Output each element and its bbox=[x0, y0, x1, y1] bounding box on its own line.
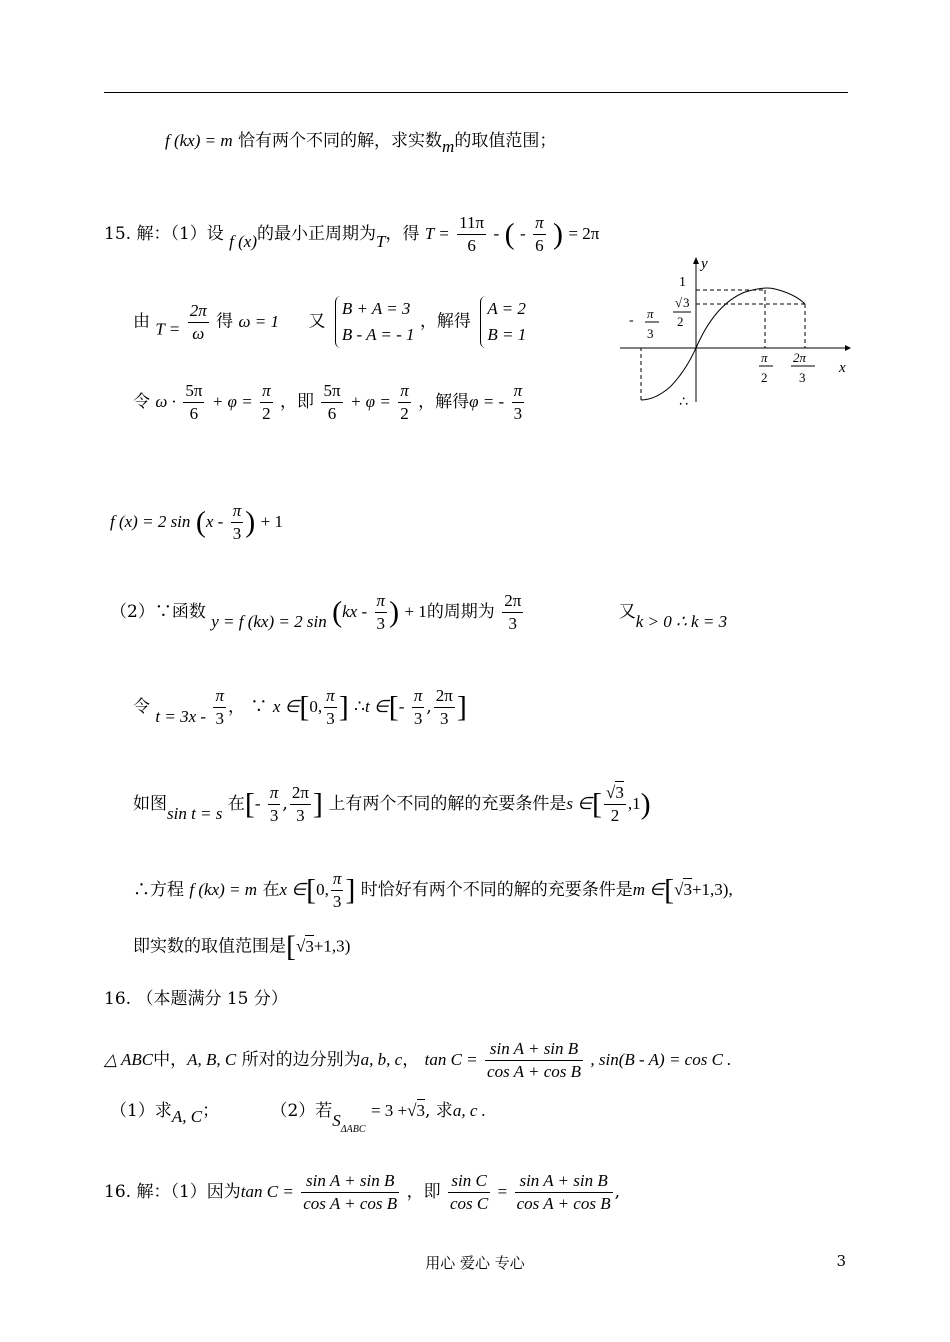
sol-frac1: $\frac{\text{sin A + sin B}}{\text{cos A + cos B}}$ bbox=[303, 1171, 398, 1213]
l-tin: t ∈ bbox=[364, 697, 389, 716]
s16-problem bbox=[104, 1038, 731, 1083]
text1: 恰有两个不同的解，求实数 bbox=[238, 131, 443, 151]
l-frac2: $\frac{\pi}{3}$ bbox=[326, 686, 335, 728]
end: , bbox=[614, 1182, 620, 1202]
q2b: , 求 bbox=[425, 1101, 453, 1121]
ji: ，即 bbox=[406, 1182, 441, 1202]
therefore-symbol: ∴ bbox=[679, 394, 688, 410]
zhong: 中， bbox=[153, 1050, 188, 1070]
s15-figure-line: 如图sin t = s 在[- $\frac{\pi}{3}$ , $\frac{2\pi}{3}$ ] 上有两个不同的解的充要条件是s ∈[ $\frac{√3}{2}$ ,1) bbox=[133, 783, 651, 825]
zai2: 在 bbox=[262, 880, 280, 900]
s15-substitution: 令 t = 3x - $\frac{\pi}{3}$ ， ∵ x ∈[0, $\frac{\pi}{3}$ ] ∴t ∈[- $\frac{\pi}{3}$ , $\frac{2\pi}{3}$ ] bbox=[133, 686, 467, 728]
fx: f (x) bbox=[229, 232, 258, 251]
q1: （1）求 bbox=[110, 1101, 172, 1121]
tick-sqrt3-den: 2 bbox=[677, 314, 684, 329]
lhs: f (kx) = m bbox=[165, 131, 233, 150]
plusphi-b: + φ = bbox=[349, 392, 391, 411]
range2-end: ) bbox=[344, 936, 351, 956]
m-in: m ∈ bbox=[632, 880, 665, 899]
sine-graph bbox=[615, 252, 855, 412]
omega: ω = 1 bbox=[238, 311, 280, 331]
fig-frac3: $\frac{√3}{2}$ bbox=[606, 783, 624, 825]
Seq: = 3 + bbox=[370, 1101, 408, 1120]
omegadot: ω · bbox=[155, 392, 176, 411]
t1: 的最小正周期为 bbox=[257, 224, 377, 244]
p2-frac-period: $\frac{2\pi}{3}$ bbox=[504, 591, 522, 633]
tick-neg-3: 3 bbox=[647, 326, 654, 341]
de: 得 bbox=[216, 311, 234, 332]
t2: ，得 bbox=[385, 224, 420, 244]
tick-sqrt: √ bbox=[675, 295, 683, 310]
s15-final: 即实数的取值范围是[√3+1,3) bbox=[133, 930, 351, 963]
s16-questions: （1）求A, C； （2）若$S_{\Delta ABC} = 3 +√3$, 求a, c . bbox=[110, 1101, 486, 1135]
q2: （2）若 bbox=[270, 1101, 333, 1121]
l-t: t = 3x - bbox=[155, 707, 207, 726]
result-frac: $\frac{\pi}{3}$ bbox=[232, 501, 242, 543]
system: B + A = 3 B - A = - 1 bbox=[335, 296, 415, 348]
s15-line2 bbox=[133, 296, 526, 348]
header-rule bbox=[104, 92, 848, 93]
frac-11pi-6: $\frac{11\pi}{6}$ bbox=[459, 213, 485, 255]
ling: 令 bbox=[133, 392, 150, 412]
ji: ，即 bbox=[280, 392, 315, 412]
s15-line1: 15. 解：（1）设 f (x)的最小正周期为T，得 T = $\frac{11\pi}{6}$ - ( - $\frac{\pi}{6}$ ) = 2π bbox=[104, 213, 600, 255]
p2-you: 又 bbox=[618, 602, 636, 622]
q1v: A, C bbox=[171, 1107, 203, 1126]
p2-y: y = f (kx) = 2 sin bbox=[211, 612, 327, 631]
fig-frac2: $\frac{2\pi}{3}$ bbox=[291, 783, 309, 825]
s15-part2: （2）∵函数 y = f (kx) = 2 sin (kx - $\frac{\pi}{3}$ ) + 1的周期为 $\frac{2\pi}{3}$ 又k > 0 ∴ k = 3 bbox=[110, 591, 728, 633]
l-therefore: ∴ bbox=[354, 697, 365, 717]
p2-in: kx - bbox=[342, 602, 368, 621]
s15-label: 15. 解：（1）设 bbox=[104, 224, 224, 244]
sol: 16. 解：（1）因为 bbox=[104, 1182, 241, 1202]
sin-t: sin t = s bbox=[167, 804, 223, 823]
l-frac3: $\frac{\pi}{3}$ bbox=[413, 686, 423, 728]
eqT: T = bbox=[424, 224, 450, 243]
ru: 如图 bbox=[133, 794, 167, 814]
fig-neg: - bbox=[254, 794, 261, 813]
tick-one: 1 bbox=[679, 275, 686, 290]
frac-pi-2: $\frac{\pi}{2}$ bbox=[262, 381, 271, 423]
s16-title bbox=[104, 988, 288, 1010]
again: 又 bbox=[308, 311, 326, 332]
solution: A = 2 B = 1 bbox=[480, 296, 526, 348]
eq-zero: 0, bbox=[316, 880, 329, 899]
range-end: ), bbox=[722, 880, 733, 899]
p2: （2）∵函数 bbox=[110, 602, 206, 622]
range2: +1,3 bbox=[313, 936, 345, 956]
l-x: x ∈ bbox=[272, 697, 300, 716]
fkx: f (kx) = m bbox=[189, 880, 258, 899]
eq-frac: $\frac{\pi}{3}$ bbox=[332, 869, 342, 911]
comma: ， bbox=[402, 1050, 420, 1070]
zai: 在 bbox=[227, 794, 245, 814]
S-sub: ΔABC bbox=[340, 1124, 366, 1135]
you: 由 bbox=[133, 311, 150, 332]
l-frac4: $\frac{2\pi}{3}$ bbox=[435, 686, 453, 728]
neg-sign: - bbox=[629, 313, 634, 328]
y-axis-label: y bbox=[701, 256, 708, 272]
footer-text: 用心 爱心 专心 bbox=[425, 1254, 525, 1272]
final: 即实数的取值范围是 bbox=[133, 936, 286, 957]
cond2: 时恰好有两个不同的解的充要条件是 bbox=[360, 880, 633, 900]
page-number: 3 bbox=[836, 1252, 846, 1270]
result-plus: + 1 bbox=[260, 512, 283, 531]
tanC: tan C = bbox=[424, 1050, 478, 1069]
S: S bbox=[332, 1111, 341, 1130]
sol-frac2: $\frac{\text{sin C}}{\text{cos C}}$ bbox=[449, 1171, 489, 1213]
frac-5pi-6-b: $\frac{5\pi}{6}$ bbox=[323, 381, 341, 423]
continuation-line bbox=[165, 130, 556, 158]
var-m: m bbox=[442, 137, 455, 156]
tick-2pi-3: 3 bbox=[799, 370, 806, 385]
l-ling: 令 bbox=[133, 697, 150, 717]
result-in: x - bbox=[205, 512, 224, 531]
l-zero: 0, bbox=[309, 697, 323, 716]
tick-sqrt3: 3 bbox=[683, 295, 690, 310]
eq: = bbox=[497, 1182, 508, 1201]
tick-pi-2: 2 bbox=[761, 370, 768, 385]
q1e: ； bbox=[202, 1101, 220, 1121]
s16-title-text: 16. （本题满分 15 分） bbox=[104, 989, 288, 1009]
jiede2: ，解得 bbox=[418, 392, 470, 412]
fig-frac1: $\frac{\pi}{3}$ bbox=[269, 783, 279, 825]
frac-pi-6: $\frac{\pi}{6}$ bbox=[535, 213, 544, 255]
s16-solution bbox=[104, 1170, 620, 1215]
abc: a, b, c bbox=[360, 1050, 403, 1069]
p2-frac: $\frac{\pi}{3}$ bbox=[376, 591, 386, 633]
T: T bbox=[376, 232, 386, 251]
p2-period: 的周期为 bbox=[426, 602, 495, 622]
jiede: ，解得 bbox=[419, 311, 471, 332]
s15-result: f (x) = 2 sin (x - $\frac{\pi}{3}$ ) + 1 bbox=[110, 501, 283, 543]
sides: 所对的边分别为 bbox=[241, 1050, 361, 1070]
x-in: x ∈ bbox=[279, 880, 307, 899]
range: +1,3 bbox=[691, 880, 723, 899]
l-frac: $\frac{\pi}{3}$ bbox=[215, 686, 224, 728]
phi: φ = - bbox=[469, 392, 505, 411]
l-because: ， ∵ bbox=[228, 697, 268, 717]
frac-5pi-6: $\frac{5\pi}{6}$ bbox=[185, 381, 203, 423]
frac-pi-3: $\frac{\pi}{3}$ bbox=[513, 381, 523, 423]
result-lhs: f (x) = 2 sin bbox=[110, 512, 191, 531]
sol-frac3: $\frac{\text{sin A + sin B}}{\text{cos A + cos B}}$ bbox=[516, 1171, 611, 1213]
cond: 上有两个不同的解的充要条件是 bbox=[328, 794, 567, 814]
tanC2: tan C = bbox=[240, 1182, 294, 1201]
p2-plus: + 1 bbox=[404, 602, 427, 621]
p2-k: k > 0 ∴ k = 3 bbox=[635, 612, 728, 631]
q2v: a, c . bbox=[452, 1101, 486, 1120]
tri: △ ABC bbox=[104, 1050, 154, 1069]
s15-equation-line: ∴方程 f (kx) = m 在x ∈[0, $\frac{\pi}{3}$ ] 时恰好有两个不同的解的充要条件是m ∈[√3+1,3), bbox=[133, 869, 733, 911]
tick-neg-pi: π bbox=[647, 306, 654, 321]
tick-pi: π bbox=[761, 350, 768, 365]
text2: 的取值范围； bbox=[454, 131, 557, 151]
tick-2pi: 2π bbox=[793, 350, 807, 365]
sinBA: , sin(B - A) = cos C . bbox=[590, 1050, 732, 1069]
one: ,1 bbox=[627, 794, 641, 813]
frac-pi-2-b: $\frac{\pi}{2}$ bbox=[400, 381, 409, 423]
s-in: s ∈ bbox=[566, 794, 593, 813]
plusphi: + φ = bbox=[211, 392, 253, 411]
s15-line3 bbox=[133, 380, 526, 425]
Teq: T = bbox=[155, 319, 181, 339]
tan-frac: $\frac{\text{sin A + sin B}}{\text{cos A + cos B}}$ bbox=[487, 1039, 581, 1081]
l-neg: - bbox=[398, 697, 405, 716]
x-axis-label: x bbox=[839, 360, 846, 376]
ABC: A, B, C bbox=[187, 1050, 237, 1069]
fang: ∴方程 bbox=[133, 880, 184, 900]
frac-2pi-omega: $\frac{2\pi}{\omega}$ bbox=[189, 300, 207, 343]
